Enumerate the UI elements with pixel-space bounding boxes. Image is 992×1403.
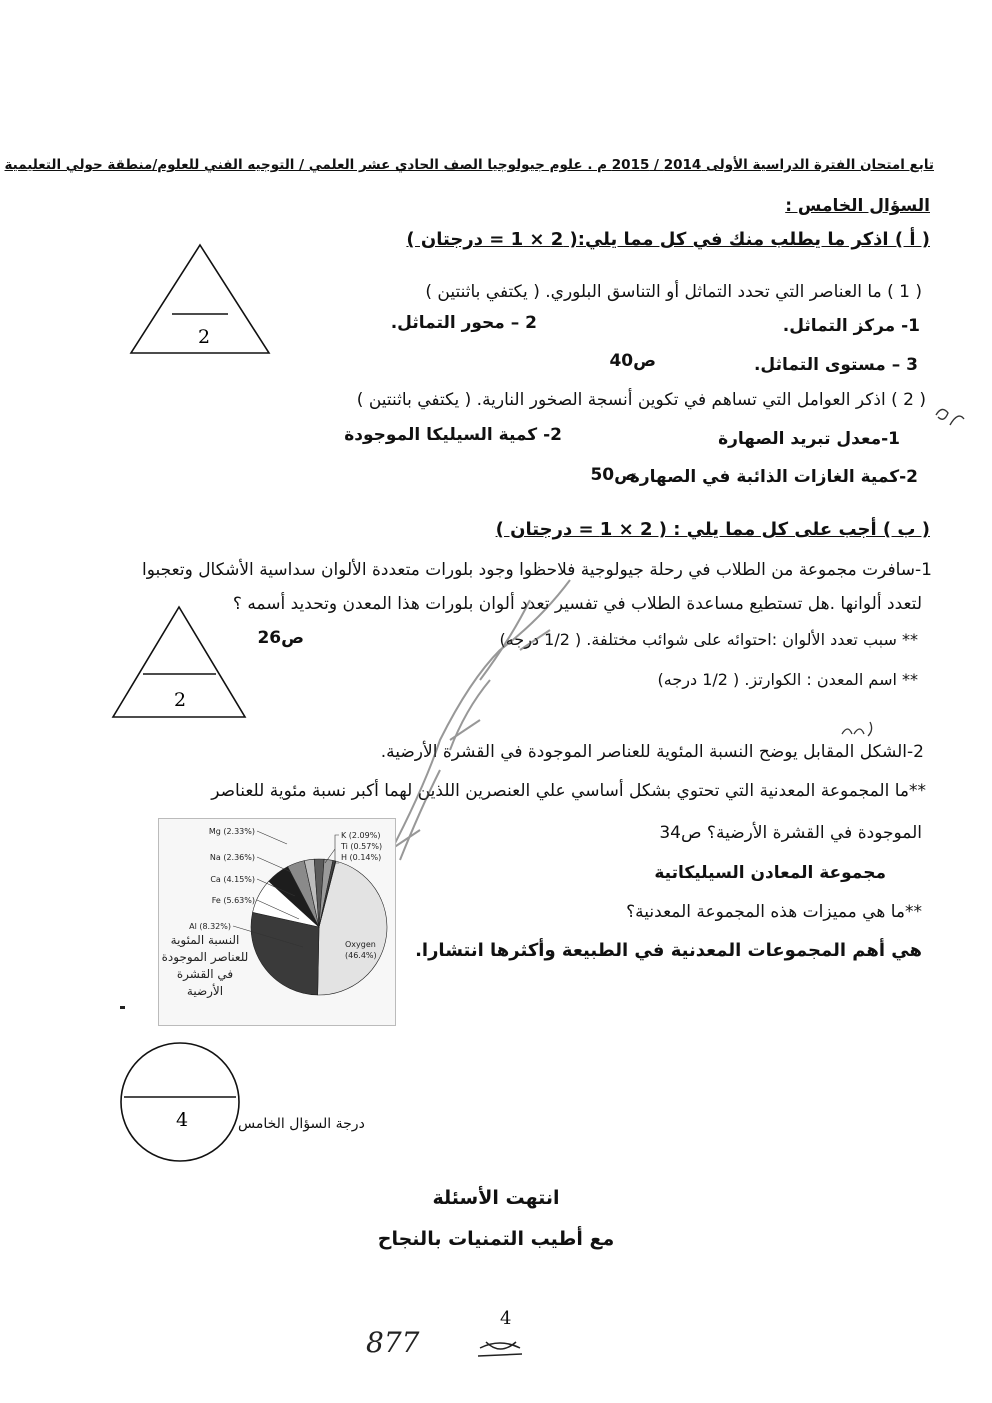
pie-legend-right-2: H (0.14%) <box>341 853 382 862</box>
part-b-q1-cause: ** سبب تعدد الألوان :احتوائه على شوائب مختلفة. ( 1/2 درجه) <box>499 630 918 649</box>
pie-center-value: (46.4%) <box>345 951 377 960</box>
part-a-q1-page-ref: ص40 <box>609 351 656 371</box>
score-triangle-a <box>128 242 272 356</box>
question-title: السؤال الخامس : <box>785 196 930 216</box>
pie-legend-right-0: K (2.09%) <box>341 831 381 840</box>
score-triangle-b <box>110 604 248 720</box>
pie-leader-left-1 <box>257 857 291 872</box>
part-b-q1-page-ref: ص26 <box>257 628 304 648</box>
part-b-q2-line1: 2-الشكل المقابل يوضح النسبة المئوية للعناصر الموجودة في القشرة الأرضية. <box>380 742 924 762</box>
part-a-q1-answer1: 1- مركز التماثل. <box>782 316 920 336</box>
stray-mark <box>120 1006 125 1009</box>
pie-leader-right <box>325 835 339 863</box>
pie-legend-left-0: Mg (2.33%) <box>208 827 255 836</box>
chart-caption: النسبة المئوية للعناصر الموجودة في القشرة الأرضية <box>161 933 249 998</box>
pie-legend-left-2: Ca (4.15%) <box>210 875 255 884</box>
part-b-heading: ( ب ) أجب على كل مما يلي : ( 2 × 1 = درجتان ) <box>495 519 930 540</box>
part-a-q2-text: ( 2 ) اذكر العوامل التي تساهم في تكوين أنسجة الصخور النارية. ( يكتفي باثنتين ) <box>356 390 926 410</box>
part-b-q1-line2: لتعدد ألوانها .هل تستطيع مساعدة الطلاب في تفسير تعدد ألوان بلورات هذا المعدن وتحديد أسمه ؟ <box>232 594 922 614</box>
end-of-questions: انتهت الأسئلة <box>432 1187 560 1209</box>
total-score-label: درجة السؤال الخامس <box>238 1116 365 1132</box>
part-a-heading: ( أ ) اذكر ما يطلب منك في كل مما يلي:( 2 × 1 = درجتان ) <box>406 229 930 250</box>
part-b-q2-line3: الموجودة في القشرة الأرضية؟ ص34 <box>659 823 922 843</box>
part-b-q1-line1: 1-سافرت مجموعة من الطلاب في رحلة جيولوجية فلاحظوا وجود بلورات متعددة الألوان سداسية الأشكال وتعجبوا <box>142 560 932 580</box>
part-b-q2-question: **ما هي مميزات هذه المجموعة المعدنية؟ <box>626 902 922 922</box>
total-score-circle <box>118 1040 242 1164</box>
pie-legend-right-1: Ti (0.57%) <box>341 842 383 851</box>
margin-handwriting <box>928 395 968 435</box>
score-a-value: 2 <box>197 326 211 348</box>
part-a-q1-answer3: 3 – مستوى التماثل. <box>753 355 918 375</box>
handwritten-number-text: 877 <box>366 1326 420 1359</box>
good-wishes: مع أطيب التمنيات بالنجاح <box>377 1228 615 1250</box>
exam-header: تابع امتحان الفترة الدراسية الأولى 2014 / 2015 م . علوم جيولوجيا الصف الحادي عشر العلمي / التوجيه الفني للعلوم/منطقة حولي التعليمية <box>4 157 934 173</box>
part-a-q2-answer3: 2-كمية الغازات الذائبة في الصهارة <box>629 467 918 487</box>
part-b-q2-answer: مجموعة المعادن السيليكاتية <box>654 863 886 883</box>
pie-center-label: Oxygen <box>345 940 376 949</box>
pie-leader-left-0 <box>257 831 287 844</box>
part-a-q2-page-ref: ص50 <box>590 465 637 485</box>
page-number: 4 <box>500 1308 512 1329</box>
part-a-q2-answer1: 1-معدل تبريد الصهارة <box>718 429 900 449</box>
pie-legend-left-4: Al (8.32%) <box>189 922 231 931</box>
part-a-q1-text: ( 1 ) ما العناصر التي تحدد التماثل أو التناسق البلوري. ( يكتفي باثنتين ) <box>425 282 922 302</box>
pie-legend-left-3: Fe (5.63%) <box>211 896 255 905</box>
total-score-value: 4 <box>175 1109 189 1131</box>
pie-legend-left-1: Na (2.36%) <box>209 853 255 862</box>
handwritten-number <box>360 1318 540 1368</box>
part-b-q2-line2: **ما المجموعة المعدنية التي تحتوي بشكل أساسي علي العنصرين اللذين لهما أكبر نسبة مئوية للعناصر <box>211 781 926 801</box>
part-a-q1-answer2: 2 – محور التماثل. <box>390 313 537 333</box>
part-b-q1-mineral: ** اسم المعدن : الكوارتز. ( 1/2 درجه) <box>657 670 918 689</box>
part-a-q2-answer2: 2- كمية السيليكا الموجودة <box>344 425 562 445</box>
part-b-q2-answer2: هي أهم المجموعات المعدنية في الطبيعة وأكثرها انتشارا. <box>415 940 922 961</box>
score-b-value: 2 <box>173 689 187 711</box>
